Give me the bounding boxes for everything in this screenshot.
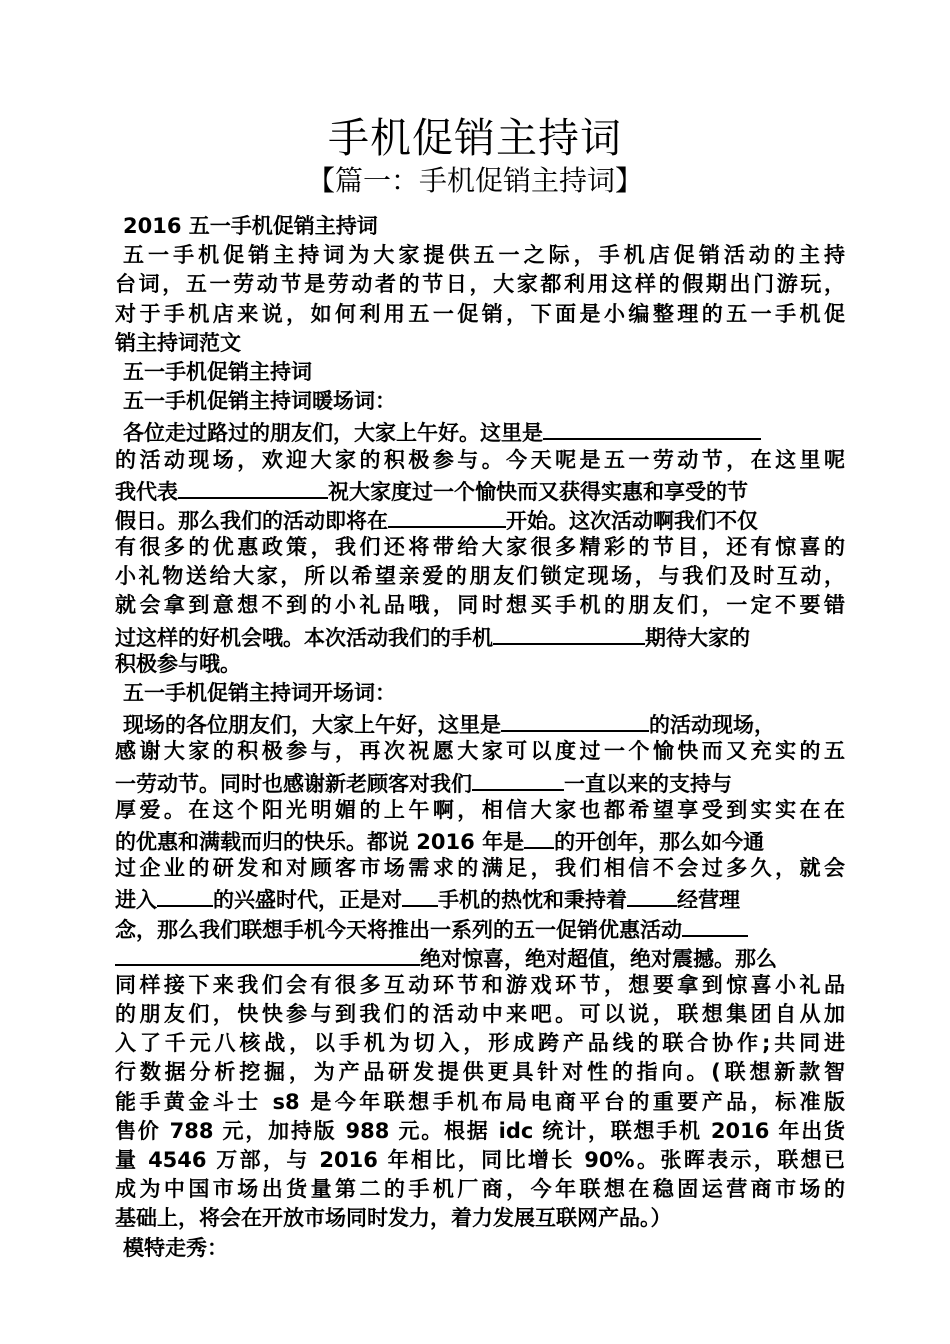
body-line [115, 212, 845, 241]
body-text: 的优惠和满载而归的快乐。都说 2016 年是 [115, 829, 525, 854]
body-text: 绝对惊喜，绝对超值，绝对震撼。那么 [420, 946, 777, 971]
body-text: 我代表 [115, 479, 178, 504]
body-text: 就会拿到意想不到的小礼品哦，同时想买手机的朋友们，一定不要错 [115, 593, 845, 618]
body-line [115, 767, 845, 796]
body-line [115, 1146, 845, 1175]
body-line [115, 1088, 845, 1117]
document-body [115, 212, 845, 1263]
fill-in-blank [524, 825, 554, 849]
body-text: 期待大家的 [645, 625, 750, 650]
body-text: 一劳动节。同时也感谢新老顾客对我们 [115, 771, 472, 796]
body-text: 量 4546 万部，与 2016 年相比，同比增长 90%。张晖表示，联想已 [115, 1148, 845, 1172]
body-text: 成为中国市场出货量第二的手机厂商，今年联想在稳固运营商市场的 [115, 1177, 845, 1202]
body-line [115, 1000, 845, 1029]
body-text: 台词，五一劳动节是劳动者的节日，大家都利用这样的假期出门游玩， [115, 272, 845, 297]
body-text: 五一手机促销主持词为大家提供五一之际，手机店促销活动的主持 [123, 243, 845, 268]
body-text: 五一手机促销主持词 [123, 359, 312, 384]
body-text: 的朋友们，快快参与到我们的活动中来吧。可以说，联想集团自从加 [115, 1002, 845, 1027]
body-text: 有很多的优惠政策，我们还将带给大家很多精彩的节目，还有惊喜的 [115, 535, 845, 560]
body-text: 经营理 [677, 888, 740, 913]
body-text: 同样接下来我们会有很多互动环节和游戏环节，想要拿到惊喜小礼品 [115, 972, 845, 997]
body-text: 2016 五一手机促销主持词 [123, 214, 378, 238]
body-line [115, 913, 845, 942]
body-line [115, 679, 845, 708]
body-text: 的开创年，那么如今通 [554, 829, 765, 854]
body-text: 能手黄金斗士 s8 是今年联想手机布局电商平台的重要产品，标准版 [115, 1089, 845, 1114]
fill-in-blank [388, 504, 506, 528]
body-line [115, 883, 845, 912]
body-line [115, 504, 845, 533]
body-text: 积极参与哦。 [115, 651, 241, 676]
fill-in-blank [493, 621, 645, 645]
body-line [115, 475, 845, 504]
body-line [115, 270, 845, 299]
body-line [115, 942, 845, 971]
body-text: 假日。那么我们的活动即将在 [115, 508, 388, 533]
body-text: 感谢大家的积极参与，再次祝愿大家可以度过一个愉快而又充实的五 [115, 739, 845, 764]
body-line [115, 825, 845, 854]
body-line [115, 562, 845, 591]
fill-in-blank [157, 883, 213, 907]
body-text: 的活动现场， [649, 713, 775, 738]
body-line [115, 621, 845, 650]
body-line [115, 650, 845, 679]
body-text: 进入 [115, 888, 157, 913]
body-text: 小礼物送给大家，所以希望亲爱的朋友们锁定现场，与我们及时互动， [115, 564, 845, 589]
body-line [115, 708, 845, 737]
fill-in-blank [627, 883, 677, 907]
body-line [115, 241, 845, 270]
body-text: 对于手机店来说，如何利用五一促销，下面是小编整理的五一手机促 [115, 301, 845, 326]
body-line [115, 387, 845, 416]
body-line [115, 446, 845, 475]
body-text: 过这样的好机会哦。本次活动我们的手机 [115, 625, 493, 650]
body-line [115, 1029, 845, 1058]
body-text: 模特走秀： [123, 1235, 228, 1260]
body-text: 各位走过路过的朋友们，大家上午好。这里是 [123, 421, 543, 446]
body-text: 的兴盛时代，正是对 [213, 888, 402, 913]
fill-in-blank [682, 913, 748, 937]
document-subtitle: 【篇一：手机促销主持词】 [306, 164, 643, 197]
body-text: 入了千元八核战，以手机为切入，形成跨产品线的联合协作;共同进 [115, 1031, 845, 1056]
body-line [115, 358, 845, 387]
body-text: 厚爱。在这个阳光明媚的上午啊，相信大家也都希望享受到实实在在 [115, 797, 845, 822]
body-text: 开始。这次活动啊我们不仅 [506, 508, 758, 533]
body-line [115, 796, 845, 825]
body-text: 五一手机促销主持词暖场词： [123, 389, 396, 414]
body-text: 过企业的研发和对顾客市场需求的满足，我们相信不会过多久，就会 [115, 856, 845, 881]
body-line [115, 1175, 845, 1204]
fill-in-blank [501, 708, 649, 732]
body-line [115, 533, 845, 562]
body-text: 售价 788 元，加持版 988 元。根据 idc 统计，联想手机 2016 年出货 [115, 1118, 845, 1143]
body-line [115, 1058, 845, 1087]
body-line [115, 1117, 845, 1146]
body-text: 基础上，将会在开放市场同时发力，着力发展互联网产品。） [115, 1206, 672, 1231]
body-line [115, 329, 845, 358]
fill-in-blank [178, 475, 328, 499]
body-line [115, 1204, 845, 1233]
body-line [115, 854, 845, 883]
body-line [115, 737, 845, 766]
fill-in-blank [472, 767, 564, 791]
fill-in-blank [543, 416, 761, 440]
body-text: 的活动现场，欢迎大家的积极参与。今天呢是五一劳动节，在这里呢 [115, 447, 845, 472]
body-text: 现场的各位朋友们，大家上午好，这里是 [123, 713, 501, 738]
body-text: 祝大家度过一个愉快而又获得实惠和享受的节 [328, 479, 748, 504]
fill-in-blank [115, 942, 420, 966]
body-text: 念，那么我们联想手机今天将推出一系列的五一促销优惠活动 [115, 917, 682, 942]
body-text: 销主持词范文 [115, 330, 241, 355]
body-line [115, 971, 845, 1000]
body-text: 手机的热忱和秉持着 [438, 888, 627, 913]
document-title: 手机促销主持词 [328, 114, 622, 162]
body-text: 五一手机促销主持词开场词： [123, 681, 396, 705]
body-line [115, 591, 845, 620]
body-line [115, 1234, 845, 1263]
body-text: 一直以来的支持与 [564, 771, 732, 796]
body-line [115, 416, 845, 445]
body-text: 行数据分析挖掘，为产品研发提供更具针对性的指向。(联想新款智 [115, 1060, 845, 1085]
fill-in-blank [402, 883, 438, 907]
body-line [115, 300, 845, 329]
